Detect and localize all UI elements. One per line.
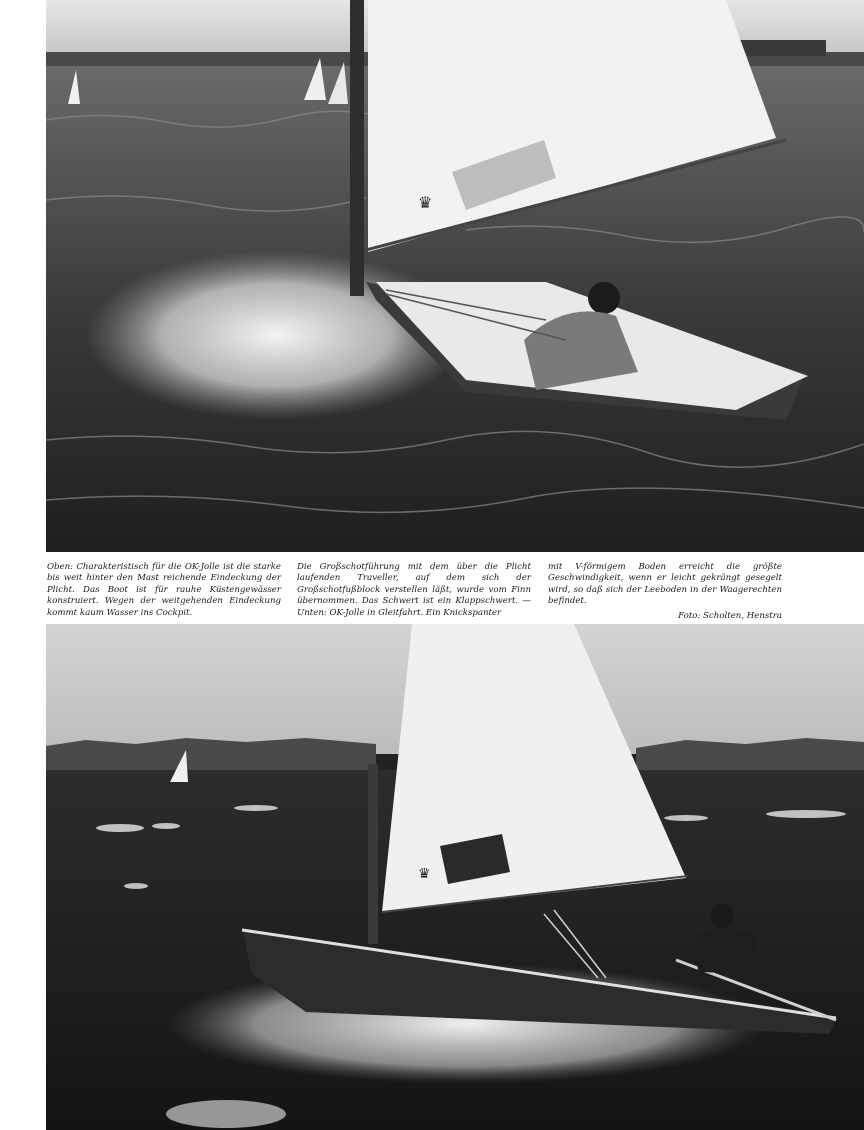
caption-column-2: Die Großschotführung mit dem über die Plicht laufenden Traveller, auf dem sich der Großschotfußblock verstellen läßt, wurde vom Finn übernommen. Das Schwert ist ein Klappschwert. — Unten: OK-Jolle in Gleitfahrt. Ein Knickspanter <box>297 562 531 618</box>
svg-text:♛: ♛ <box>418 866 431 882</box>
photo-top-dinghy-close <box>46 0 864 552</box>
photo-credit: Foto: Scholten, Henstra <box>678 610 782 621</box>
photo-bottom-dinghy-planing <box>46 624 864 1130</box>
caption-column-3-text: mit V-förmigem Boden erreicht die größte Geschwindigkeit, wenn er leicht gekrängt gesegelt wird, so daß sich der Leeboden in der Waagerechten befindet. <box>548 562 782 607</box>
caption-column-1: Oben: Charakteristisch für die OK-Jolle ist die starke bis weit hinter den Mast reichende Eindeckung der Plicht. Das Boot ist für rauhe Küstengewässer konstruiert. Wegen der weitgehenden Eindeckung kommt kaum Wasser ins Cockpit. <box>47 562 281 618</box>
caption-column-3 <box>548 562 782 622</box>
svg-text:♛: ♛ <box>418 193 433 212</box>
